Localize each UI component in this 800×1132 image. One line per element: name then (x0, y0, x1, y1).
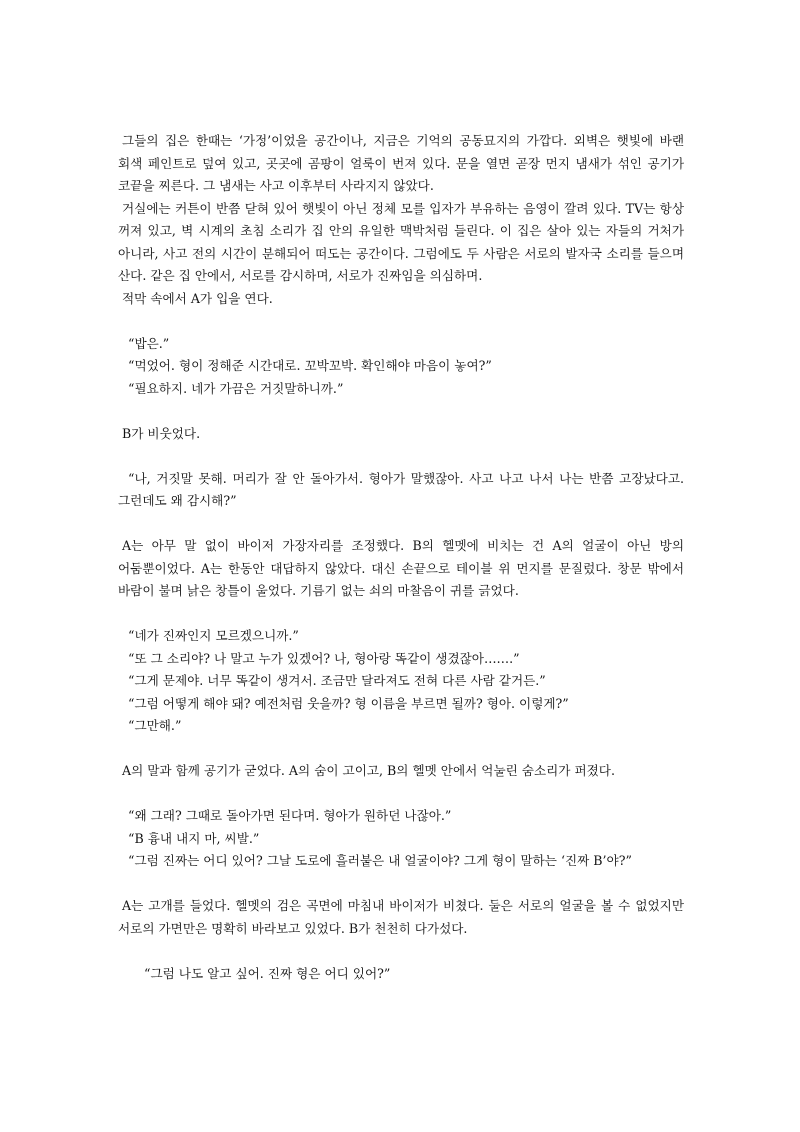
blank-line (118, 513, 684, 536)
document-page (118, 130, 684, 985)
narration-paragraph: A는 고개를 들었다. 헬멧의 검은 곡면에 마침내 바이저가 비쳤다. 둘은 서로의 얼굴을 볼 수 없었지만 서로의 가면만은 명확히 바라보고 있었다. B가 천천히 다가섰다. (118, 898, 684, 936)
blank-line (118, 400, 684, 423)
blank-line (118, 783, 684, 806)
dialogue-line: “먹었어. 형이 정해준 시간대로. 꼬박꼬박. 확인해야 마음이 놓여?” (128, 358, 492, 373)
blank-line (118, 940, 684, 963)
dialogue-line: “그럼 어떻게 해야 돼? 예전처럼 웃을까? 형 이름을 부르면 될까? 형아. 이렇게?” (128, 695, 569, 711)
dialogue-line: “네가 진짜인지 모르겠으니까.” (128, 628, 299, 643)
dialogue-line: “B 흉내 내지 마, 씨발.” (128, 830, 260, 846)
narration-paragraph: 적막 속에서 A가 입을 연다. (122, 290, 273, 306)
dialogue-line: “나, 거짓말 못해. 머리가 잘 안 돌아가서. 형아가 말했잖아. 사고 나고 나서 나는 반쯤 고장났다고. 그런데도 왜 감시해?” (118, 470, 684, 508)
dialogue-line: “또 그 소리야? 나 말고 누가 있겠어? 나, 형아랑 똑같이 생겼잖아…….” (128, 650, 520, 666)
dialogue-line: “필요하지. 네가 가끔은 거짓말하니까.” (128, 380, 344, 396)
narration-paragraph: 그들의 집은 한때는 ‘가정’이었을 공간이나, 지금은 기억의 공동묘지의 가깝다. 외벽은 햇빛에 바랜 회색 페인트로 덮여 있고, 곳곳에 곰팡이 얼룩이 번져 있다. 문을 열면 곧장 먼지 냄새가 섞인 공기가 코끝을 찌른다. 그 냄새는 사고 이후부터 사라지지 않았다. (118, 133, 684, 193)
dialogue-line: “그게 문제야. 너무 똑같이 생겨서. 조금만 달라져도 전혀 다른 사람 같거든.” (128, 673, 546, 688)
dialogue-line: “그만해.” (128, 718, 182, 733)
narration-paragraph: B가 비웃었다. (122, 425, 201, 441)
blank-line (118, 603, 684, 626)
dialogue-line: “그럼 진짜는 어디 있어? 그날 도로에 흘러붙은 내 얼굴이야? 그게 형이 말하는 ‘진짜 B’야?” (128, 853, 632, 868)
dialogue-line-final: “그럼 나도 알고 싶어. 진짜 형은 어디 있어?” (144, 965, 391, 981)
dialogue-line: “왜 그래? 그때로 돌아가면 된다며. 형아가 원하던 나잖아.” (128, 808, 452, 823)
dialogue-line: “밥은.” (128, 335, 170, 351)
narration-paragraph: 거실에는 커튼이 반쯤 닫혀 있어 햇빛이 아닌 정체 모를 입자가 부유하는 음영이 깔려 있다. TV는 항상 꺼져 있고, 벽 시계의 초침 소리가 집 안의 유일한 맥박처럼 들린다. 이 집은 살아 있는 자들의 거처가 아니라, 사고 전의 시간이 분해되어 떠도는 공간이다. 그럼에도 두 사람은 서로의 발자국 소리를 들으며 산다. 같은 집 안에서, 서로를 감시하며, 서로가 진짜임을 의심하며. (118, 200, 684, 283)
blank-line (118, 738, 684, 761)
blank-line (118, 873, 684, 896)
narration-paragraph: A의 말과 함께 공기가 굳었다. A의 숨이 고이고, B의 헬멧 안에서 억눌린 숨소리가 퍼졌다. (122, 763, 615, 778)
narration-paragraph: A는 아무 말 없이 바이저 가장자리를 조정했다. B의 헬멧에 비치는 건 A의 얼굴이 아닌 방의 어둠뿐이었다. A는 한동안 대답하지 않았다. 대신 손끝으로 테이블 위 먼지를 문질렀다. 창문 밖에서 바람이 불며 낡은 창틀이 울었다. 기름기 없는 쇠의 마찰음이 귀를 긁었다. (118, 538, 684, 598)
blank-line (118, 310, 684, 333)
blank-line (118, 445, 684, 468)
